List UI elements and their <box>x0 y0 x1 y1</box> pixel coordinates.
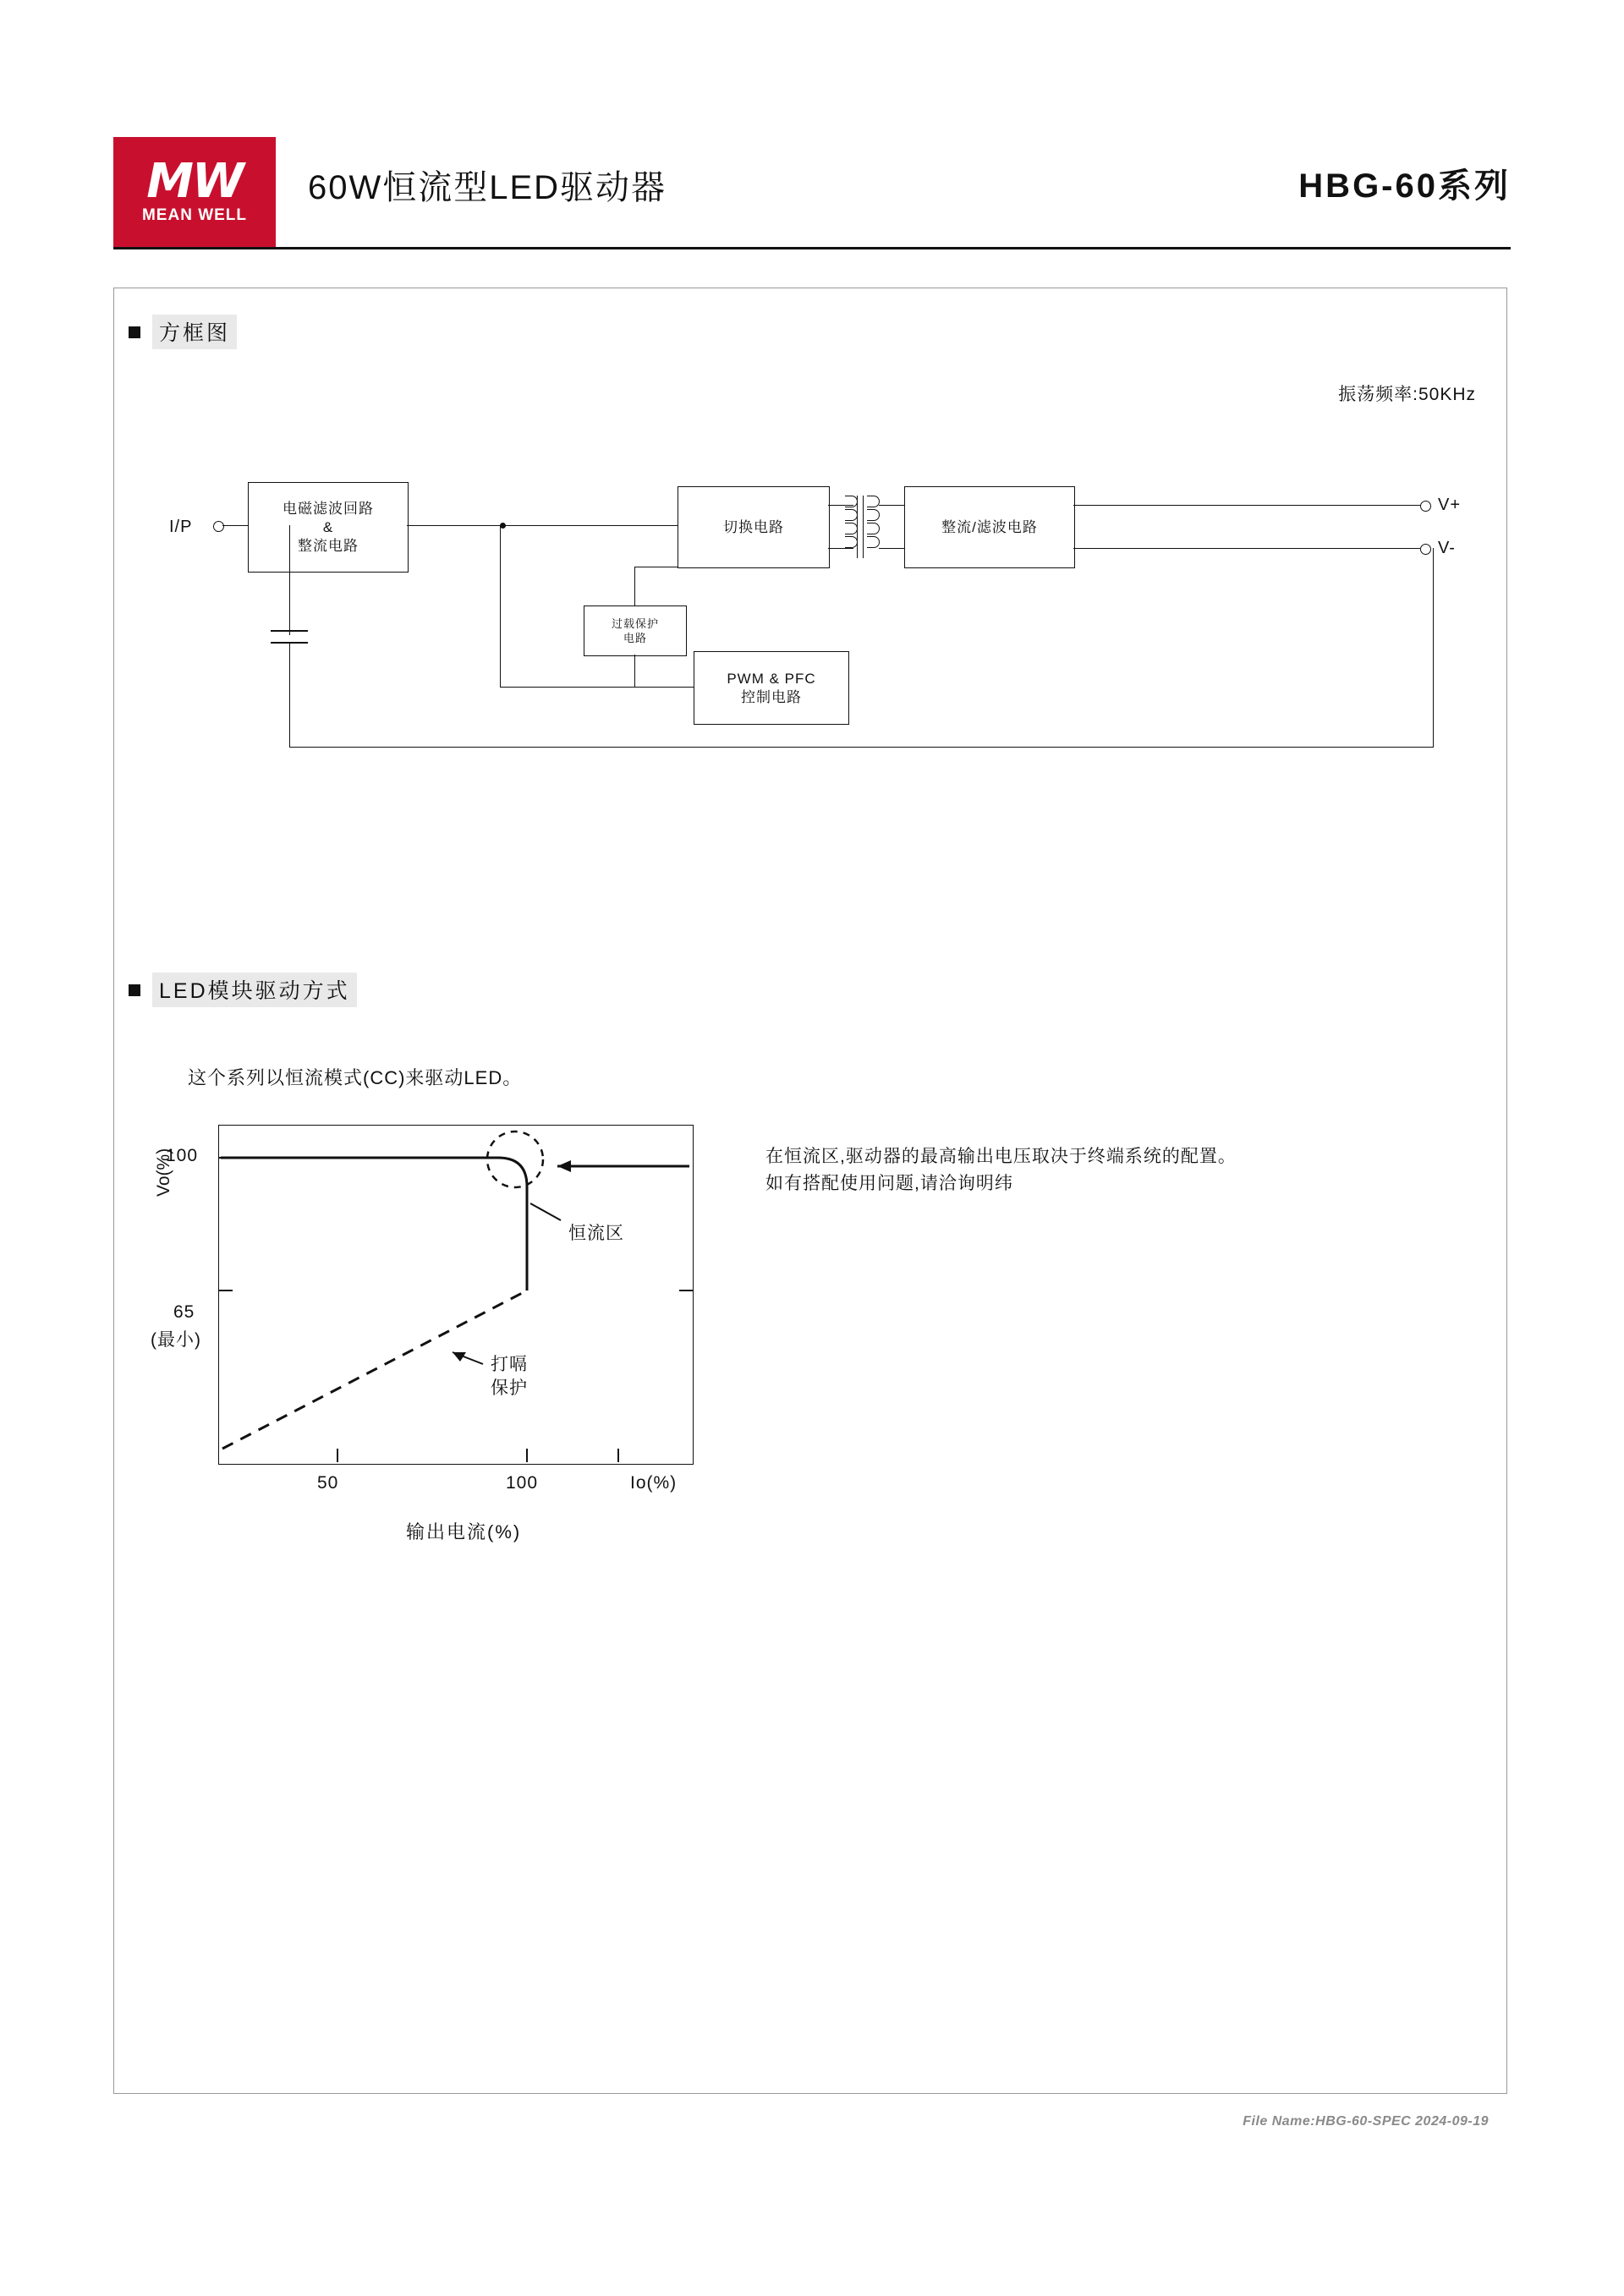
box-ocp-line2: 电路 <box>623 632 647 644</box>
wire-cap-top <box>289 525 290 635</box>
box-emi-rectifier <box>248 482 409 573</box>
meanwell-logo <box>113 137 276 247</box>
wire-xfmr-pri-bot <box>828 548 853 549</box>
output-terminal-vplus-icon <box>1420 501 1431 512</box>
wire-xfmr-sec-top <box>879 505 904 506</box>
square-bullet-icon <box>129 984 140 996</box>
wire-cap-bottom <box>289 642 290 748</box>
page-header <box>113 135 1511 245</box>
box-pwm-pfc <box>694 651 849 725</box>
transformer-winding-icon <box>867 536 880 548</box>
wire-input <box>222 525 248 526</box>
wire-xfmr-sec-bot <box>879 548 904 549</box>
box-ocp-line1: 过载保护 <box>611 617 659 630</box>
cc-note-line1: 在恒流区,驱动器的最高输出电压取决于终端系统的配置。 <box>765 1147 1237 1166</box>
hiccup-line1: 打嗝 <box>491 1355 528 1374</box>
wire-bus-to-pwm <box>500 687 694 688</box>
input-terminal-icon <box>213 521 224 532</box>
footer-filename: File Name:HBG-60-SPEC 2024-09-19 <box>1243 2114 1489 2129</box>
y-axis-label: Vo(%) <box>154 1148 173 1197</box>
output-terminal-vminus-icon <box>1420 544 1431 555</box>
wire-node-to-pwm <box>500 525 501 687</box>
section-label: 方框图 <box>152 315 237 349</box>
section-heading-led-drive <box>129 973 357 1007</box>
box-pwm-line1: PWM & PFC <box>727 670 816 687</box>
wire-output-plus <box>1073 505 1420 506</box>
box-emi-line1: 电磁滤波回路 <box>283 500 374 517</box>
section-label: LED模块驱动方式 <box>152 973 357 1007</box>
transformer-winding-icon <box>845 509 858 521</box>
input-label: I/P <box>169 518 193 536</box>
cc-curve-chart <box>218 1125 694 1465</box>
box-emi-line3: 整流电路 <box>298 537 359 554</box>
wire-emi-to-switching <box>407 525 678 526</box>
wire-output-minus <box>1073 548 1420 549</box>
square-bullet-icon <box>129 326 140 338</box>
box-pwm-line2: 控制电路 <box>741 688 802 705</box>
transformer-winding-icon <box>867 523 880 534</box>
transformer-winding-icon <box>845 523 858 534</box>
cc-region-note <box>765 1143 1408 1197</box>
logo-brand-text: MEAN WELL <box>141 206 248 224</box>
y-tick-65: 65 <box>173 1302 195 1322</box>
box-rectifier-label: 整流/滤波电路 <box>941 518 1038 535</box>
wire-feedback <box>1433 548 1434 748</box>
box-rectifier-filter <box>904 486 1075 568</box>
section-heading-block-diagram <box>129 315 237 349</box>
x-tick-50: 50 <box>317 1473 339 1493</box>
junction-node-1 <box>500 523 506 529</box>
logo-mw-text: MW <box>146 154 243 209</box>
box-emi-line2: & <box>322 518 334 535</box>
box-switching-label: 切换电路 <box>723 518 784 535</box>
y-tick-100: 100 <box>166 1146 199 1165</box>
led-drive-description: 这个系列以恒流模式(CC)来驱动LED。 <box>188 1067 523 1088</box>
page-title: 60W恒流型LED驱动器 <box>308 169 667 206</box>
hiccup-protection-annotation <box>491 1353 528 1400</box>
x-axis-unit: Io(%) <box>630 1473 678 1493</box>
wire-ocp-to-pwm <box>634 655 635 688</box>
box-overload-protection <box>584 606 687 656</box>
cc-note-line2: 如有搭配使用问题,请洽询明纬 <box>765 1174 1013 1193</box>
x-tick-100: 100 <box>506 1473 539 1493</box>
cc-region-annotation: 恒流区 <box>568 1224 624 1243</box>
box-switching-circuit <box>678 486 830 568</box>
output-label-vminus: V- <box>1438 539 1456 557</box>
transformer-winding-icon <box>867 509 880 521</box>
y-tick-65-sub: (最小) <box>151 1330 201 1350</box>
hiccup-line2: 保护 <box>491 1378 528 1398</box>
output-label-vplus: V+ <box>1438 496 1462 514</box>
model-series: HBG-60系列 <box>1298 167 1511 205</box>
chart-caption: 输出电流(%) <box>406 1521 522 1543</box>
wire-return-bus <box>289 747 1434 748</box>
transformer-core-2 <box>863 496 864 558</box>
header-divider <box>113 247 1511 249</box>
cc-curve-svg <box>219 1126 693 1464</box>
oscillation-frequency: 振荡频率:50KHz <box>1338 385 1476 404</box>
transformer-winding-icon <box>867 496 880 507</box>
transformer-winding-icon <box>845 536 858 548</box>
wire-switching-to-ocp <box>634 567 635 606</box>
transformer-winding-icon <box>845 496 858 507</box>
block-diagram <box>152 448 1462 753</box>
